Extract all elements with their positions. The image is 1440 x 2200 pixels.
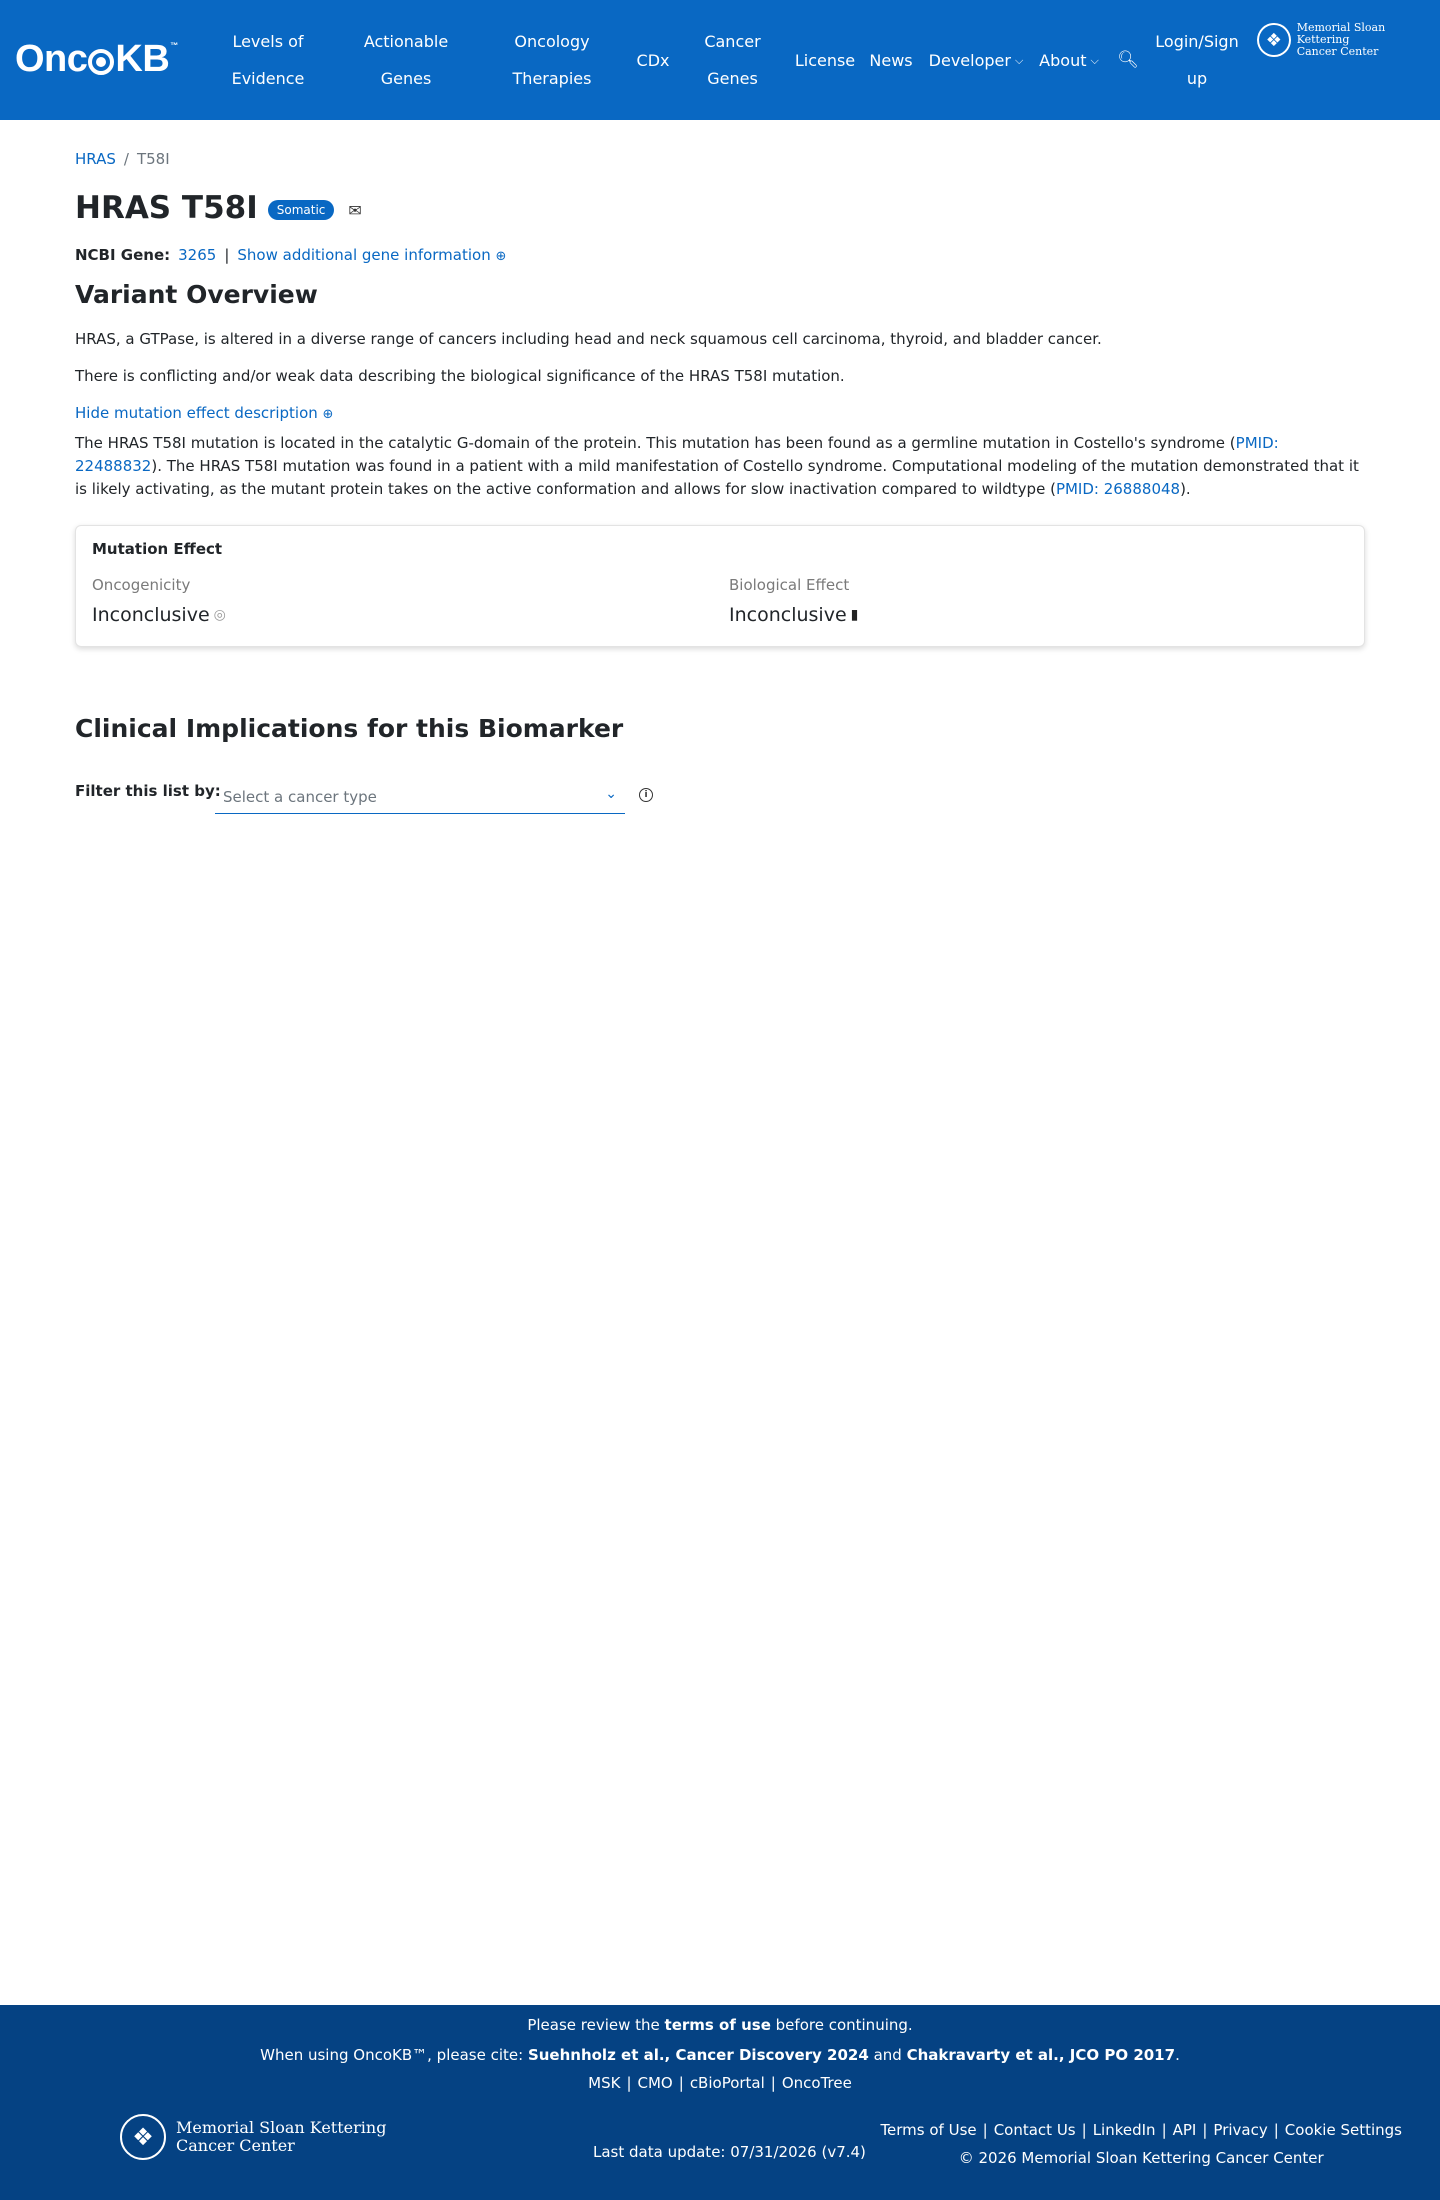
variant-significance: There is conflicting and/or weak data describing the biological significance of the HRAS T58I mutation. bbox=[75, 367, 845, 385]
footer-link-api[interactable]: API bbox=[1172, 2121, 1197, 2139]
citation-link[interactable]: Suehnholz et al., Cancer Discovery 2024 bbox=[527, 2046, 869, 2064]
nav-about[interactable]: About ⌵ bbox=[1034, 0, 1104, 120]
pmid-link[interactable]: PMID: 22488832 bbox=[75, 434, 1279, 475]
pmid-link[interactable]: PMID: 26888048 bbox=[1055, 480, 1181, 498]
footer-link-terms[interactable]: Terms of Use bbox=[880, 2121, 977, 2139]
chevron-down-icon: ⌄ bbox=[605, 786, 617, 802]
chevron-down-icon: ⌵ bbox=[1090, 53, 1099, 67]
footer bbox=[0, 2005, 1440, 2200]
msk-logo[interactable]: ❖ Memorial Sloan Kettering Cancer Center bbox=[1257, 22, 1440, 58]
clinical-implications-title: Clinical Implications for this Biomarker bbox=[75, 714, 624, 743]
ncbi-gene-link[interactable]: 3265 bbox=[178, 246, 217, 264]
show-gene-info-link[interactable]: Show additional gene information ⊕ bbox=[237, 246, 507, 264]
chevron-up-circle-icon: ⊕ bbox=[322, 407, 334, 422]
citation-notice: When using OncoKB™, please cite: Suehnholz et al., Cancer Discovery 2024 and Chakravarty et al., JCO PO 2017. bbox=[260, 2046, 1180, 2064]
terms-link[interactable]: terms of use bbox=[664, 2016, 771, 2034]
ncbi-gene-label: NCBI Gene: bbox=[75, 246, 171, 264]
oncogenicity-target-icon: ◎ bbox=[213, 607, 226, 623]
footer-link-msk[interactable]: MSK bbox=[588, 2074, 621, 2092]
page-title: HRAS T58I bbox=[75, 190, 258, 226]
oncokb-logo[interactable]: Onc KB ™ bbox=[15, 38, 178, 80]
title-row bbox=[75, 190, 362, 226]
mutation-effect-title: Mutation Effect bbox=[92, 540, 223, 558]
info-icon[interactable]: i bbox=[639, 788, 653, 802]
biological-effect-label: Biological Effect bbox=[729, 576, 850, 594]
chevron-down-icon: ⌵ bbox=[1014, 53, 1024, 67]
nav-oncology-therapies[interactable]: Oncology Therapies bbox=[512, 32, 592, 88]
msk-emblem-icon: ❖ bbox=[120, 2114, 166, 2160]
mutation-effect-description: The HRAS T58I mutation is located in the catalytic G-domain of the protein. This mutation has been found as a germline mutation in Costello's syndrome (PMID: 22488832). The HRAS T58I mutation was found in a patient with a mild manifestation of Costello syndrome. Computational modeling of the mutation demonstrated that it is likely activating, as the mutant protein takes on the active conformation and allows for slow inactivation compared to wildtype (PMID: 26888048). bbox=[75, 434, 1359, 498]
cancer-type-select[interactable]: Select a cancer type ⌄ bbox=[215, 780, 625, 814]
somatic-badge: Somatic bbox=[268, 200, 335, 220]
footer-msk-logo[interactable]: ❖ Memorial Sloan Kettering Cancer Center bbox=[120, 2114, 386, 2160]
citation-link[interactable]: Chakravarty et al., JCO PO 2017 bbox=[906, 2046, 1176, 2064]
breadcrumb: HRAS / T58I bbox=[75, 150, 170, 168]
breadcrumb-gene-link[interactable]: HRAS bbox=[75, 150, 116, 168]
partner-links: MSK | CMO | cBioPortal | OncoTree bbox=[588, 2074, 852, 2092]
target-icon bbox=[88, 49, 114, 75]
terms-notice: Please review the terms of use before continuing. bbox=[527, 2016, 913, 2034]
nav-news[interactable]: News bbox=[869, 50, 913, 70]
book-icon[interactable]: ▮ bbox=[850, 607, 859, 623]
biological-effect-value: Inconclusive ▮ bbox=[729, 604, 859, 626]
footer-link-cookie-settings[interactable]: Cookie Settings bbox=[1284, 2121, 1402, 2139]
nav-license[interactable]: License bbox=[794, 50, 856, 70]
variant-overview-title: Variant Overview bbox=[75, 280, 318, 309]
nav-login[interactable]: Login/Sign up bbox=[1155, 32, 1239, 88]
hide-mutation-effect-link[interactable]: Hide mutation effect description ⊕ bbox=[75, 404, 334, 422]
filter-label: Filter this list by: bbox=[75, 782, 221, 800]
breadcrumb-current: T58I bbox=[136, 150, 170, 168]
nav-cancer-genes[interactable]: Cancer Genes bbox=[704, 32, 761, 88]
copyright: © 2026 Memorial Sloan Kettering Cancer Center bbox=[958, 2149, 1324, 2167]
footer-link-cmo[interactable]: CMO bbox=[637, 2074, 673, 2092]
nav-levels-of-evidence[interactable]: Levels of Evidence bbox=[231, 32, 305, 88]
gene-summary: HRAS, a GTPase, is altered in a diverse range of cancers including head and neck squamous cell carcinoma, thyroid, and bladder cancer. bbox=[75, 330, 1102, 348]
footer-link-linkedin[interactable]: LinkedIn bbox=[1092, 2121, 1156, 2139]
oncogenicity-value: Inconclusive ◎ bbox=[92, 604, 226, 626]
mutation-effect-card bbox=[75, 525, 1365, 647]
search-icon[interactable]: 🔍︎ bbox=[1117, 49, 1139, 70]
navbar bbox=[0, 0, 1440, 120]
legal-links: Terms of Use | Contact Us | LinkedIn | API | Privacy | Cookie Settings © 2026 Memorial Sloan Kettering Cancer Center bbox=[880, 2121, 1402, 2167]
mail-icon[interactable]: ✉︎ bbox=[348, 200, 362, 220]
last-data-update: Last data update: 07/31/2026 (v7.4) bbox=[593, 2143, 866, 2161]
footer-link-privacy[interactable]: Privacy bbox=[1213, 2121, 1268, 2139]
nav-developer[interactable]: Developer ⌵ bbox=[926, 0, 1026, 120]
chevron-down-circle-icon: ⊕ bbox=[495, 249, 507, 264]
msk-emblem-icon: ❖ bbox=[1257, 23, 1291, 57]
footer-link-oncotree[interactable]: OncoTree bbox=[781, 2074, 852, 2092]
nav-cdx[interactable]: CDx bbox=[636, 50, 670, 70]
gene-info-row: NCBI Gene: 3265 | Show additional gene information ⊕ bbox=[75, 246, 507, 264]
footer-link-cbioportal[interactable]: cBioPortal bbox=[689, 2074, 765, 2092]
oncogenicity-label: Oncogenicity bbox=[92, 576, 191, 594]
footer-link-contact[interactable]: Contact Us bbox=[993, 2121, 1076, 2139]
nav-actionable-genes[interactable]: Actionable Genes bbox=[363, 32, 449, 88]
